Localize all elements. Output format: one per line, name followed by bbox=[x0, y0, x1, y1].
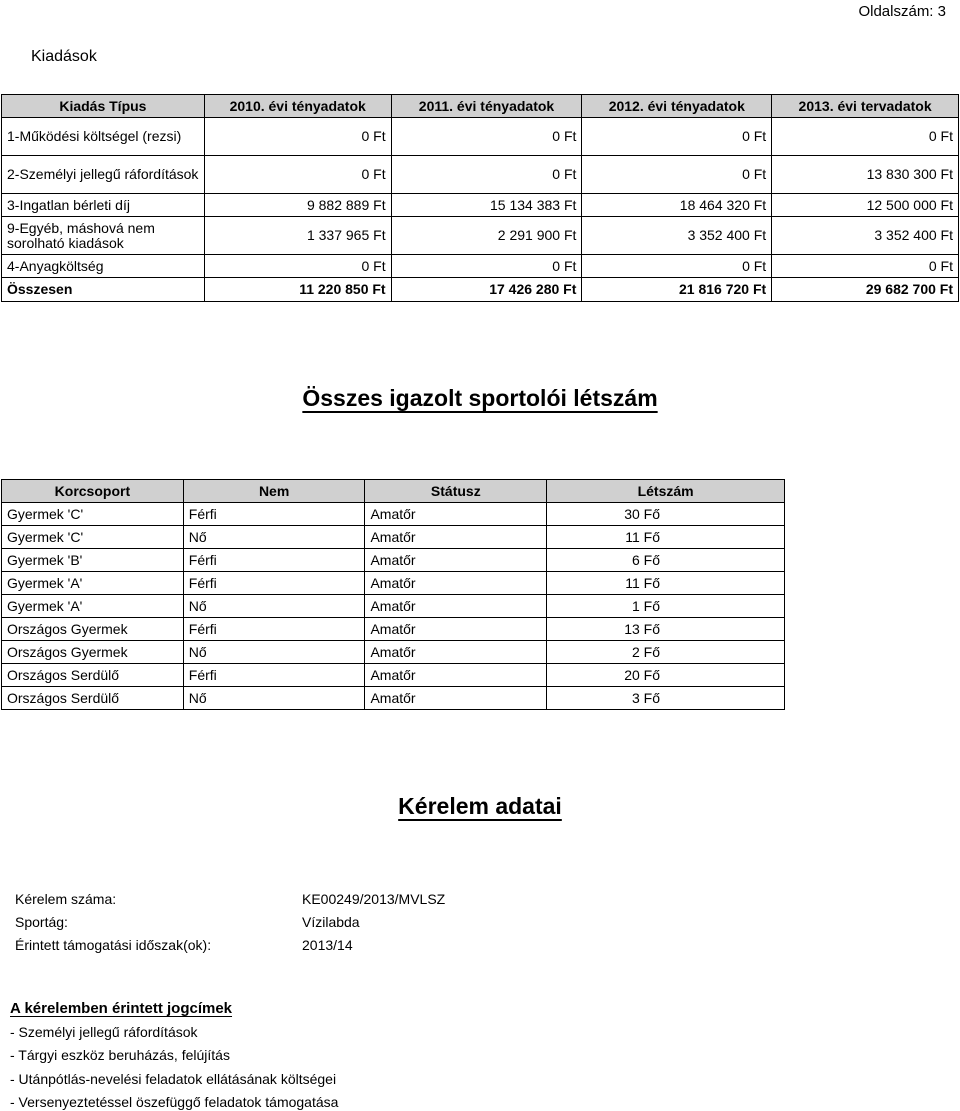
expense-col-header: Kiadás Típus bbox=[2, 95, 205, 118]
headcount: 6 Fő bbox=[547, 549, 785, 572]
total-label: Összesen bbox=[2, 278, 205, 302]
age-group: Országos Gyermek bbox=[2, 618, 184, 641]
expense-value: 0 Ft bbox=[582, 156, 772, 194]
expense-col-header: 2010. évi tényadatok bbox=[204, 95, 391, 118]
age-group: Gyermek 'C' bbox=[2, 526, 184, 549]
section-title: Kiadások bbox=[31, 48, 97, 65]
expense-value: 0 Ft bbox=[391, 255, 582, 278]
expense-value: 3 352 400 Ft bbox=[582, 217, 772, 255]
sport-label: Sportág: bbox=[15, 914, 68, 930]
athlete-col-header: Korcsoport bbox=[2, 480, 184, 503]
page-number: Oldalszám: 3 bbox=[858, 3, 946, 20]
headcount: 13 Fő bbox=[547, 618, 785, 641]
expense-type: 2-Személyi jellegű ráfordítások bbox=[2, 156, 205, 194]
table-row bbox=[2, 641, 785, 664]
table-row bbox=[2, 255, 959, 278]
expense-value: 2 291 900 Ft bbox=[391, 217, 582, 255]
gender: Férfi bbox=[183, 503, 365, 526]
expense-value: 0 Ft bbox=[204, 255, 391, 278]
expense-value: 0 Ft bbox=[582, 255, 772, 278]
total-value: 21 816 720 Ft bbox=[582, 278, 772, 302]
headcount: 1 Fő bbox=[547, 595, 785, 618]
status: Amatőr bbox=[365, 641, 547, 664]
expense-table bbox=[1, 94, 959, 302]
gender: Férfi bbox=[183, 618, 365, 641]
status: Amatőr bbox=[365, 595, 547, 618]
expense-type: 4-Anyagköltség bbox=[2, 255, 205, 278]
table-row bbox=[2, 118, 959, 156]
status: Amatőr bbox=[365, 526, 547, 549]
athlete-col-header: Létszám bbox=[547, 480, 785, 503]
expense-type: 9-Egyéb, máshová nem sorolható kiadások bbox=[2, 217, 205, 255]
athletes-heading: Összes igazolt sportolói létszám bbox=[302, 385, 658, 411]
total-value: 29 682 700 Ft bbox=[772, 278, 959, 302]
total-value: 11 220 850 Ft bbox=[204, 278, 391, 302]
expense-value: 1 337 965 Ft bbox=[204, 217, 391, 255]
expense-type: 3-Ingatlan bérleti díj bbox=[2, 194, 205, 217]
age-group: Gyermek 'B' bbox=[2, 549, 184, 572]
expense-value: 0 Ft bbox=[391, 118, 582, 156]
table-row bbox=[2, 618, 785, 641]
status: Amatőr bbox=[365, 618, 547, 641]
total-value: 17 426 280 Ft bbox=[391, 278, 582, 302]
age-group: Országos Gyermek bbox=[2, 641, 184, 664]
expense-col-header: 2011. évi tényadatok bbox=[391, 95, 582, 118]
period-value: 2013/14 bbox=[302, 937, 353, 953]
gender: Nő bbox=[183, 526, 365, 549]
gender: Férfi bbox=[183, 572, 365, 595]
list-item: - Személyi jellegű ráfordítások bbox=[10, 1024, 198, 1040]
sport-value: Vízilabda bbox=[302, 914, 360, 930]
expense-col-header: 2013. évi tervadatok bbox=[772, 95, 959, 118]
expense-value: 0 Ft bbox=[391, 156, 582, 194]
request-heading: Kérelem adatai bbox=[398, 793, 562, 819]
expense-value: 9 882 889 Ft bbox=[204, 194, 391, 217]
expense-value: 15 134 383 Ft bbox=[391, 194, 582, 217]
status: Amatőr bbox=[365, 687, 547, 710]
table-row bbox=[2, 194, 959, 217]
gender: Nő bbox=[183, 641, 365, 664]
athlete-header-row bbox=[2, 480, 785, 503]
expense-value: 0 Ft bbox=[204, 156, 391, 194]
expense-type: 1-Működési költségel (rezsi) bbox=[2, 118, 205, 156]
table-row bbox=[2, 595, 785, 618]
list-item: - Versenyeztetéssel öszefüggő feladatok támogatása bbox=[10, 1094, 339, 1110]
request-number-label: Kérelem száma: bbox=[15, 891, 117, 907]
total-row bbox=[2, 278, 959, 302]
status: Amatőr bbox=[365, 664, 547, 687]
expense-header-row bbox=[2, 95, 959, 118]
headcount: 20 Fő bbox=[547, 664, 785, 687]
table-row bbox=[2, 549, 785, 572]
age-group: Gyermek 'A' bbox=[2, 572, 184, 595]
table-row bbox=[2, 526, 785, 549]
table-row bbox=[2, 503, 785, 526]
headcount: 11 Fő bbox=[547, 526, 785, 549]
expense-value: 0 Ft bbox=[582, 118, 772, 156]
headcount: 30 Fő bbox=[547, 503, 785, 526]
expense-value: 0 Ft bbox=[772, 118, 959, 156]
age-group: Gyermek 'A' bbox=[2, 595, 184, 618]
list-item: - Tárgyi eszköz beruházás, felújítás bbox=[10, 1047, 230, 1063]
request-number-value: KE00249/2013/MVLSZ bbox=[302, 891, 446, 907]
expense-col-header: 2012. évi tényadatok bbox=[582, 95, 772, 118]
expense-value: 13 830 300 Ft bbox=[772, 156, 959, 194]
expense-value: 12 500 000 Ft bbox=[772, 194, 959, 217]
table-row bbox=[2, 664, 785, 687]
athlete-col-header: Státusz bbox=[365, 480, 547, 503]
list-item: - Utánpótlás-nevelési feladatok ellátásának költségei bbox=[10, 1071, 337, 1087]
gender: Nő bbox=[183, 595, 365, 618]
status: Amatőr bbox=[365, 549, 547, 572]
age-group: Gyermek 'C' bbox=[2, 503, 184, 526]
gender: Férfi bbox=[183, 549, 365, 572]
age-group: Országos Serdülő bbox=[2, 664, 184, 687]
legal-titles-heading: A kérelemben érintett jogcímek bbox=[10, 1000, 233, 1017]
table-row bbox=[2, 217, 959, 255]
athlete-col-header: Nem bbox=[183, 480, 365, 503]
age-group: Országos Serdülő bbox=[2, 687, 184, 710]
headcount: 11 Fő bbox=[547, 572, 785, 595]
expense-value: 0 Ft bbox=[204, 118, 391, 156]
table-row bbox=[2, 572, 785, 595]
headcount: 2 Fő bbox=[547, 641, 785, 664]
expense-value: 3 352 400 Ft bbox=[772, 217, 959, 255]
gender: Férfi bbox=[183, 664, 365, 687]
headcount: 3 Fő bbox=[547, 687, 785, 710]
status: Amatőr bbox=[365, 572, 547, 595]
status: Amatőr bbox=[365, 503, 547, 526]
gender: Nő bbox=[183, 687, 365, 710]
table-row bbox=[2, 687, 785, 710]
expense-value: 18 464 320 Ft bbox=[582, 194, 772, 217]
athlete-table bbox=[1, 479, 785, 710]
period-label: Érintett támogatási időszak(ok): bbox=[15, 937, 212, 953]
table-row bbox=[2, 156, 959, 194]
expense-value: 0 Ft bbox=[772, 255, 959, 278]
